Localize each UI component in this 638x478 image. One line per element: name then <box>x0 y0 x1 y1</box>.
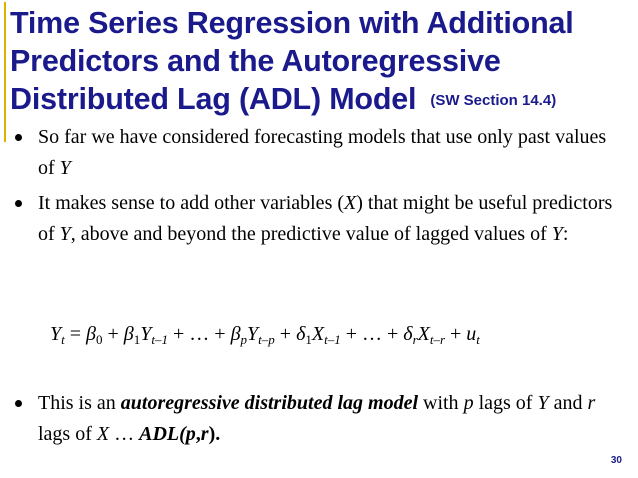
bullet-dot <box>15 400 22 407</box>
var-y: Y <box>59 157 71 179</box>
eq-sub: 1 <box>133 332 141 347</box>
eq-term: X <box>417 323 430 345</box>
eq-delta: δ <box>296 323 306 345</box>
eq-term: Y <box>140 323 152 345</box>
bullet-3-part: lags of <box>38 423 97 445</box>
var-y: Y <box>59 223 71 245</box>
eq-sub: p <box>240 332 248 347</box>
bullet-1-text <box>38 122 624 184</box>
eq-beta: β <box>86 323 96 345</box>
bullet-2 <box>14 188 624 250</box>
var-r: r <box>200 423 209 445</box>
var-x: X <box>344 192 357 214</box>
eq-sub: 1 <box>305 332 312 347</box>
bullet-3-text <box>38 388 624 450</box>
eq-sub: 0 <box>96 332 103 347</box>
adl-notation <box>139 423 220 445</box>
eq-op: + <box>445 323 467 345</box>
bullet-3-part: with <box>418 392 464 414</box>
var-y: Y <box>551 223 563 245</box>
eq-sub: t–1 <box>324 332 341 347</box>
bullet-1 <box>14 122 624 184</box>
var-y: Y <box>537 392 549 414</box>
var-x: X <box>96 423 110 445</box>
var-p: p <box>185 423 196 445</box>
eq-op: + <box>274 323 297 345</box>
eq-beta: β <box>230 323 241 345</box>
eq-term: Y <box>50 323 62 345</box>
adl-label: ADL( <box>139 423 186 445</box>
eq-delta: δ <box>403 323 413 345</box>
adl-term-emphasis: autoregressive distributed lag model <box>120 392 418 414</box>
eq-sub: t–r <box>429 332 446 347</box>
bullet-1-part: So far we have considered forecasting models that use only past values of <box>38 126 607 179</box>
page-number: 30 <box>610 455 622 466</box>
section-reference: (SW Section 14.4) <box>430 92 557 109</box>
eq-op: = <box>64 323 87 345</box>
eq-term: u <box>466 323 477 345</box>
eq-term: X <box>311 323 325 345</box>
bullet-3-part: This is an <box>38 392 121 414</box>
eq-beta: β <box>123 323 134 345</box>
bullet-dot <box>15 134 22 141</box>
eq-sub: r <box>412 332 418 347</box>
var-r: r <box>587 392 596 414</box>
bullet-2-part: ) that might be useful predictors of <box>38 192 613 245</box>
bullet-3-part: lags of <box>473 392 538 414</box>
bullet-2-part: : <box>562 223 569 245</box>
bullet-3-part: … <box>109 423 140 445</box>
eq-op: + … + <box>340 323 404 345</box>
bullet-2-part: It makes sense to add other variables ( <box>38 192 345 214</box>
bullet-3-part: and <box>548 392 588 414</box>
bullet-2-text <box>38 188 624 250</box>
eq-sub: t <box>61 332 65 347</box>
slide-title <box>10 4 630 120</box>
eq-op: + … + <box>168 323 231 345</box>
adl-equation <box>50 321 480 347</box>
var-p: p <box>463 392 474 414</box>
bullet-2-part: , above and beyond the predictive value of lagged values of <box>70 223 552 245</box>
eq-op: + <box>102 323 124 345</box>
slide-title-text: Time Series Regression with Additional Predictors and the Autoregressive Distributed Lag (ADL) Model <box>10 6 574 116</box>
eq-sub: t–1 <box>151 332 168 347</box>
eq-term: Y <box>247 323 259 345</box>
bullet-3 <box>14 388 624 450</box>
eq-sub: t <box>476 332 480 347</box>
title-accent-bar <box>4 2 6 142</box>
adl-comma: , <box>195 423 201 445</box>
eq-sub: t–p <box>258 332 275 347</box>
bullet-dot <box>15 200 22 207</box>
adl-close: ). <box>208 423 221 445</box>
